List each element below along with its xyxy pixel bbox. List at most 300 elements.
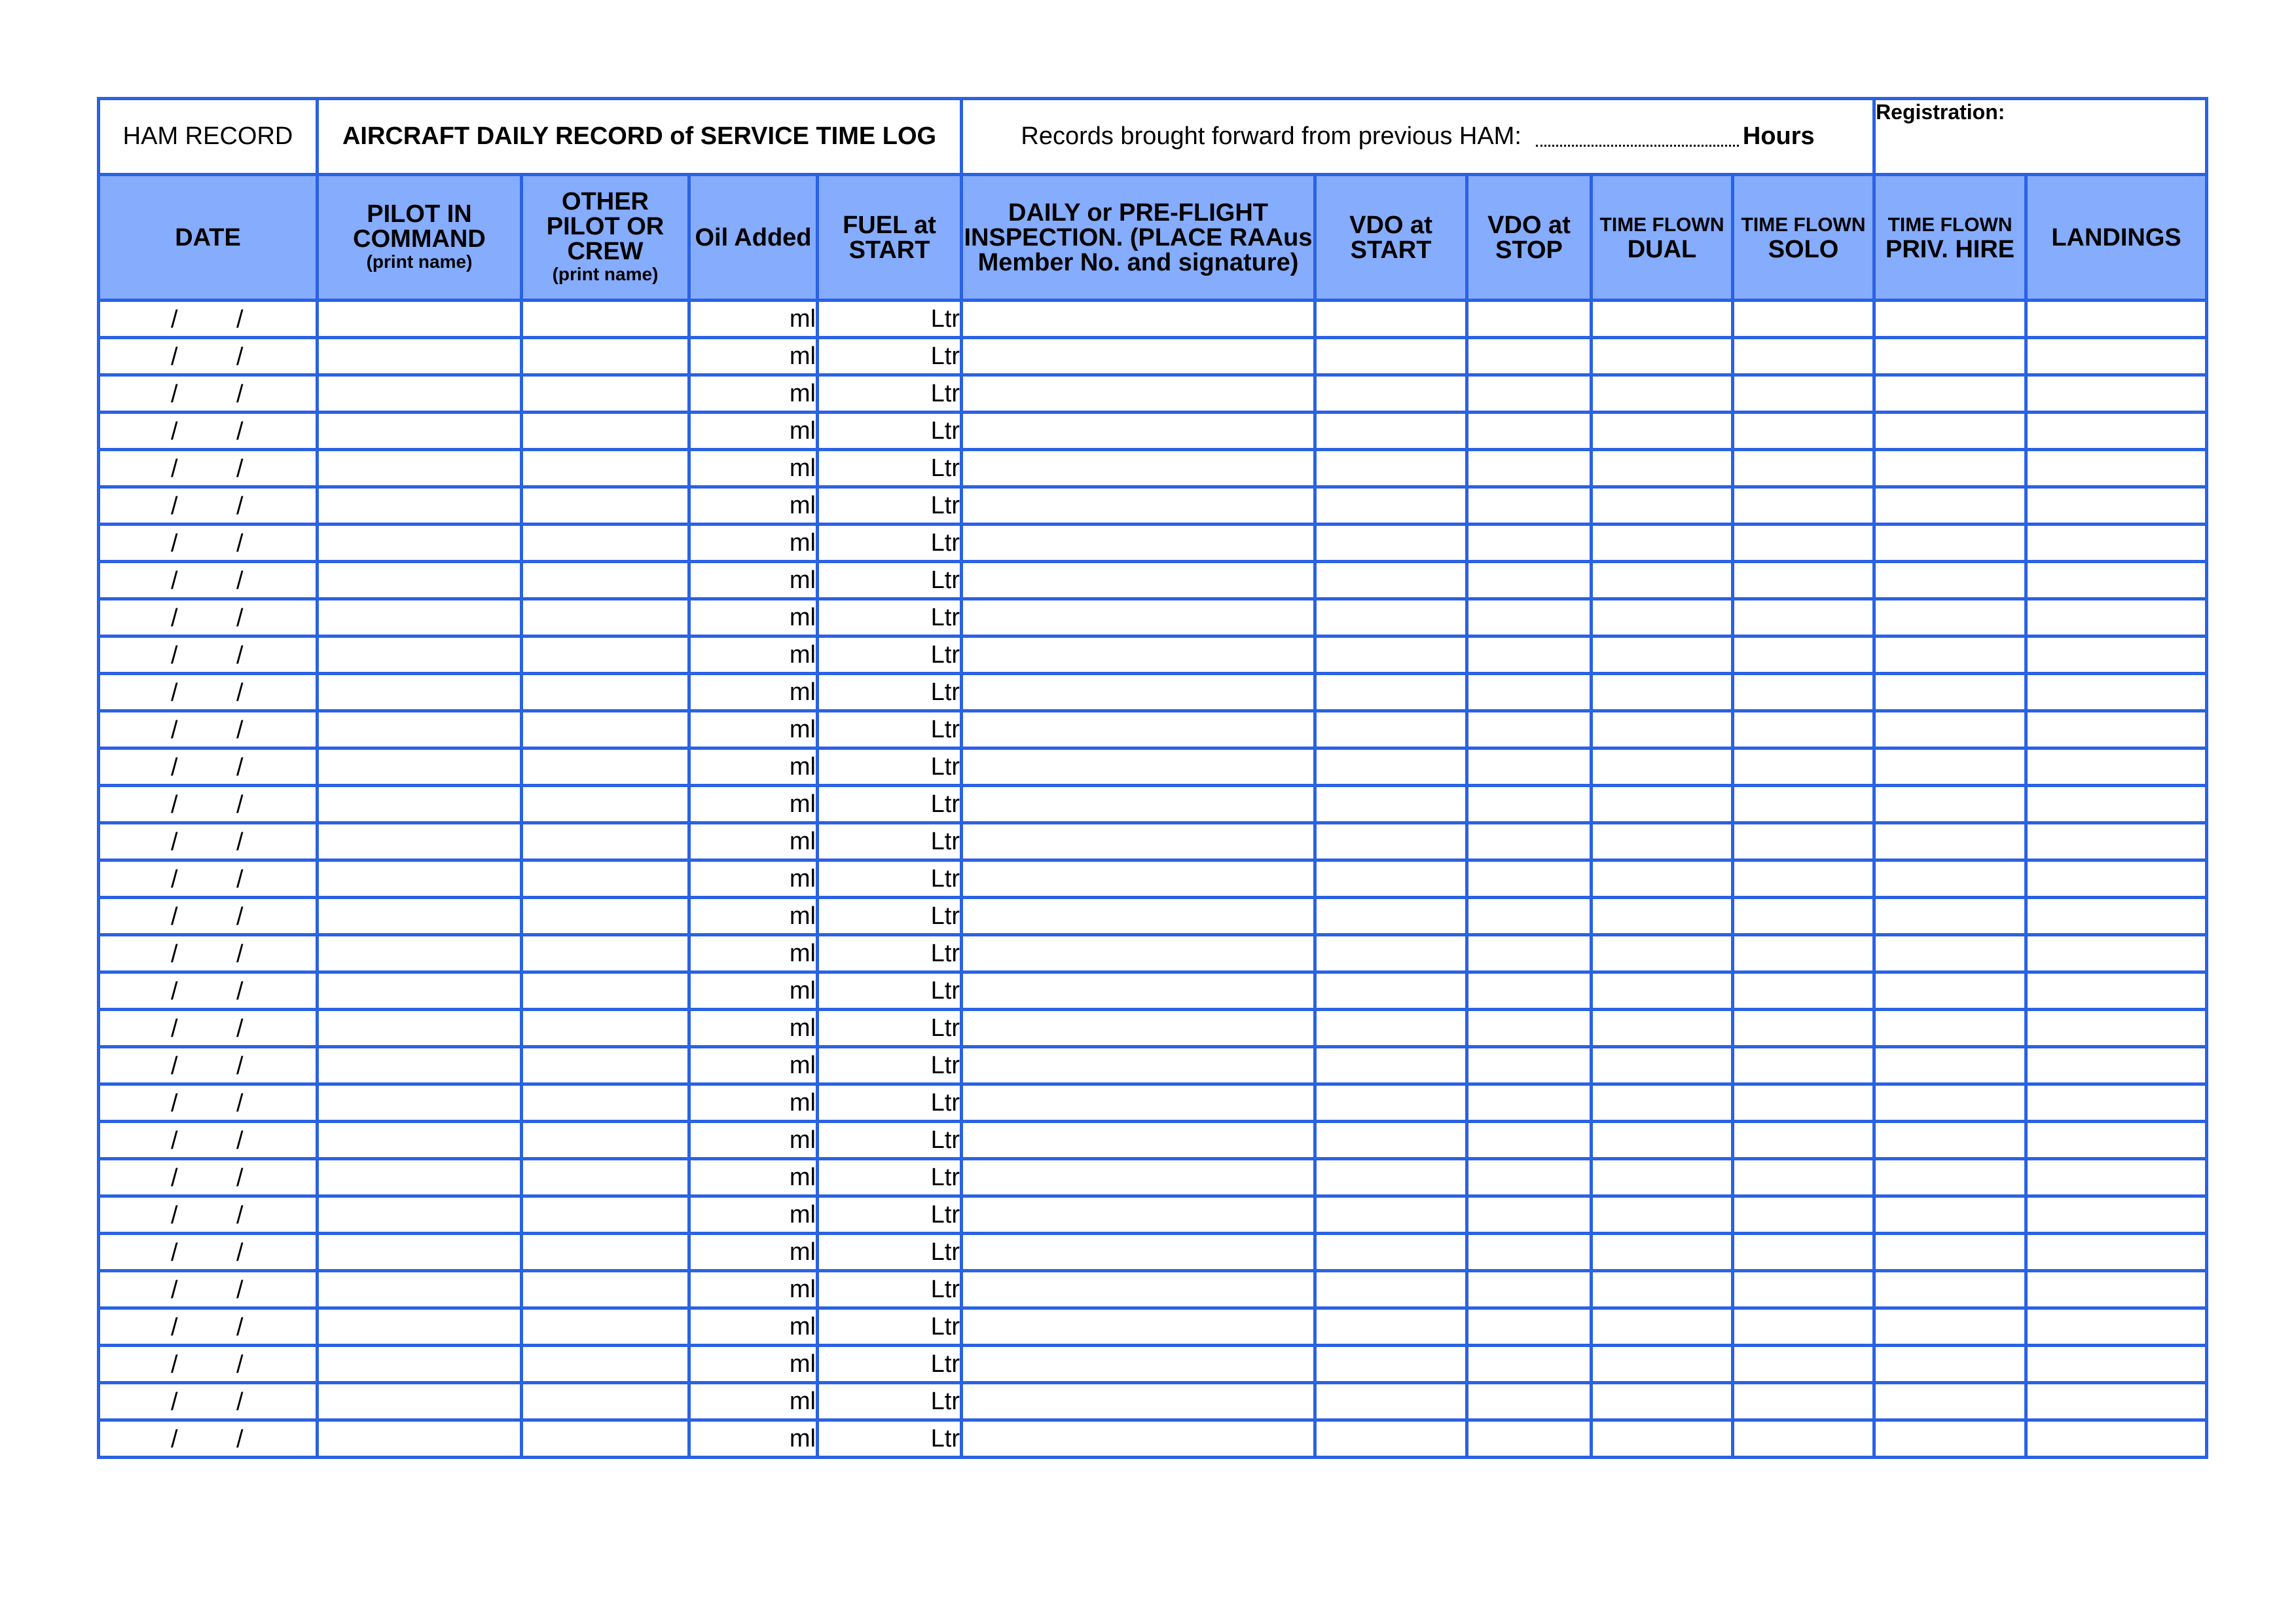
vdo-stop-field[interactable] — [1467, 637, 1592, 674]
fuel-field[interactable] — [818, 1346, 962, 1383]
time-hire-field[interactable] — [1874, 1084, 2026, 1122]
oil-field[interactable] — [689, 1383, 818, 1420]
fuel-field[interactable] — [818, 1196, 962, 1234]
fuel-field[interactable] — [818, 1271, 962, 1308]
vdo-start-field[interactable] — [1315, 450, 1467, 487]
inspection-field[interactable] — [962, 1271, 1315, 1308]
other-crew-field[interactable] — [522, 972, 689, 1010]
other-crew-field[interactable] — [522, 1383, 689, 1420]
inspection-field[interactable] — [962, 1196, 1315, 1234]
other-crew-field[interactable] — [522, 450, 689, 487]
other-crew-field[interactable] — [522, 935, 689, 972]
date-field[interactable] — [99, 487, 318, 525]
time-dual-field[interactable] — [1592, 525, 1733, 562]
date-field[interactable] — [99, 1159, 318, 1196]
vdo-stop-field[interactable] — [1467, 450, 1592, 487]
pilot-field[interactable] — [318, 1308, 522, 1346]
time-dual-field[interactable] — [1592, 1084, 1733, 1122]
oil-field[interactable] — [689, 637, 818, 674]
time-dual-field[interactable] — [1592, 898, 1733, 935]
time-solo-field[interactable] — [1733, 1420, 1874, 1458]
other-crew-field[interactable] — [522, 711, 689, 748]
inspection-field[interactable] — [962, 1084, 1315, 1122]
vdo-start-field[interactable] — [1315, 748, 1467, 786]
vdo-stop-field[interactable] — [1467, 748, 1592, 786]
inspection-field[interactable] — [962, 1159, 1315, 1196]
time-hire-field[interactable] — [1874, 1196, 2026, 1234]
vdo-stop-field[interactable] — [1467, 375, 1592, 413]
inspection-field[interactable] — [962, 301, 1315, 338]
inspection-field[interactable] — [962, 1122, 1315, 1159]
vdo-start-field[interactable] — [1315, 1420, 1467, 1458]
vdo-start-field[interactable] — [1315, 898, 1467, 935]
oil-field[interactable] — [689, 1420, 818, 1458]
inspection-field[interactable] — [962, 674, 1315, 711]
date-field[interactable] — [99, 748, 318, 786]
vdo-start-field[interactable] — [1315, 786, 1467, 823]
registration-field[interactable] — [1874, 99, 2207, 175]
other-crew-field[interactable] — [522, 487, 689, 525]
time-solo-field[interactable] — [1733, 1346, 1874, 1383]
time-hire-field[interactable] — [1874, 1122, 2026, 1159]
time-solo-field[interactable] — [1733, 1010, 1874, 1047]
inspection-field[interactable] — [962, 413, 1315, 450]
date-field[interactable] — [99, 1084, 318, 1122]
landings-field[interactable] — [2026, 1271, 2207, 1308]
vdo-stop-field[interactable] — [1467, 1122, 1592, 1159]
vdo-stop-field[interactable] — [1467, 1271, 1592, 1308]
date-field[interactable] — [99, 375, 318, 413]
time-hire-field[interactable] — [1874, 450, 2026, 487]
other-crew-field[interactable] — [522, 860, 689, 898]
time-hire-field[interactable] — [1874, 898, 2026, 935]
fuel-field[interactable] — [818, 898, 962, 935]
inspection-field[interactable] — [962, 599, 1315, 637]
vdo-start-field[interactable] — [1315, 1383, 1467, 1420]
oil-field[interactable] — [689, 1159, 818, 1196]
time-solo-field[interactable] — [1733, 898, 1874, 935]
vdo-stop-field[interactable] — [1467, 1383, 1592, 1420]
time-solo-field[interactable] — [1733, 301, 1874, 338]
inspection-field[interactable] — [962, 1234, 1315, 1271]
time-dual-field[interactable] — [1592, 1346, 1733, 1383]
time-hire-field[interactable] — [1874, 1308, 2026, 1346]
time-hire-field[interactable] — [1874, 562, 2026, 599]
date-field[interactable] — [99, 338, 318, 375]
inspection-field[interactable] — [962, 898, 1315, 935]
oil-field[interactable] — [689, 562, 818, 599]
other-crew-field[interactable] — [522, 599, 689, 637]
oil-field[interactable] — [689, 1122, 818, 1159]
time-solo-field[interactable] — [1733, 525, 1874, 562]
pilot-field[interactable] — [318, 1346, 522, 1383]
landings-field[interactable] — [2026, 1420, 2207, 1458]
time-solo-field[interactable] — [1733, 748, 1874, 786]
other-crew-field[interactable] — [522, 1122, 689, 1159]
time-dual-field[interactable] — [1592, 1234, 1733, 1271]
date-field[interactable] — [99, 1420, 318, 1458]
fuel-field[interactable] — [818, 1047, 962, 1084]
pilot-field[interactable] — [318, 1383, 522, 1420]
inspection-field[interactable] — [962, 338, 1315, 375]
fuel-field[interactable] — [818, 338, 962, 375]
time-dual-field[interactable] — [1592, 1047, 1733, 1084]
date-field[interactable] — [99, 1308, 318, 1346]
fuel-field[interactable] — [818, 599, 962, 637]
pilot-field[interactable] — [318, 786, 522, 823]
other-crew-field[interactable] — [522, 823, 689, 860]
fuel-field[interactable] — [818, 823, 962, 860]
time-dual-field[interactable] — [1592, 823, 1733, 860]
date-field[interactable] — [99, 525, 318, 562]
time-hire-field[interactable] — [1874, 1159, 2026, 1196]
vdo-start-field[interactable] — [1315, 338, 1467, 375]
inspection-field[interactable] — [962, 823, 1315, 860]
other-crew-field[interactable] — [522, 562, 689, 599]
pilot-field[interactable] — [318, 450, 522, 487]
pilot-field[interactable] — [318, 748, 522, 786]
time-solo-field[interactable] — [1733, 562, 1874, 599]
pilot-field[interactable] — [318, 972, 522, 1010]
time-dual-field[interactable] — [1592, 599, 1733, 637]
other-crew-field[interactable] — [522, 1420, 689, 1458]
landings-field[interactable] — [2026, 972, 2207, 1010]
time-dual-field[interactable] — [1592, 301, 1733, 338]
other-crew-field[interactable] — [522, 1346, 689, 1383]
fuel-field[interactable] — [818, 786, 962, 823]
time-solo-field[interactable] — [1733, 637, 1874, 674]
other-crew-field[interactable] — [522, 1047, 689, 1084]
time-hire-field[interactable] — [1874, 1047, 2026, 1084]
fuel-field[interactable] — [818, 637, 962, 674]
landings-field[interactable] — [2026, 338, 2207, 375]
vdo-start-field[interactable] — [1315, 1010, 1467, 1047]
oil-field[interactable] — [689, 1196, 818, 1234]
pilot-field[interactable] — [318, 637, 522, 674]
vdo-start-field[interactable] — [1315, 1159, 1467, 1196]
pilot-field[interactable] — [318, 487, 522, 525]
other-crew-field[interactable] — [522, 301, 689, 338]
time-dual-field[interactable] — [1592, 413, 1733, 450]
time-dual-field[interactable] — [1592, 786, 1733, 823]
landings-field[interactable] — [2026, 1346, 2207, 1383]
inspection-field[interactable] — [962, 375, 1315, 413]
vdo-start-field[interactable] — [1315, 1047, 1467, 1084]
time-hire-field[interactable] — [1874, 748, 2026, 786]
vdo-start-field[interactable] — [1315, 413, 1467, 450]
vdo-start-field[interactable] — [1315, 674, 1467, 711]
oil-field[interactable] — [689, 375, 818, 413]
landings-field[interactable] — [2026, 1122, 2207, 1159]
landings-field[interactable] — [2026, 1234, 2207, 1271]
inspection-field[interactable] — [962, 786, 1315, 823]
time-solo-field[interactable] — [1733, 786, 1874, 823]
other-crew-field[interactable] — [522, 525, 689, 562]
vdo-start-field[interactable] — [1315, 599, 1467, 637]
time-dual-field[interactable] — [1592, 972, 1733, 1010]
time-solo-field[interactable] — [1733, 711, 1874, 748]
landings-field[interactable] — [2026, 525, 2207, 562]
time-solo-field[interactable] — [1733, 1308, 1874, 1346]
time-hire-field[interactable] — [1874, 786, 2026, 823]
vdo-stop-field[interactable] — [1467, 1308, 1592, 1346]
time-hire-field[interactable] — [1874, 637, 2026, 674]
time-dual-field[interactable] — [1592, 748, 1733, 786]
time-dual-field[interactable] — [1592, 562, 1733, 599]
pilot-field[interactable] — [318, 413, 522, 450]
vdo-stop-field[interactable] — [1467, 1159, 1592, 1196]
pilot-field[interactable] — [318, 301, 522, 338]
landings-field[interactable] — [2026, 748, 2207, 786]
vdo-start-field[interactable] — [1315, 525, 1467, 562]
time-solo-field[interactable] — [1733, 1383, 1874, 1420]
pilot-field[interactable] — [318, 898, 522, 935]
inspection-field[interactable] — [962, 525, 1315, 562]
vdo-start-field[interactable] — [1315, 711, 1467, 748]
vdo-stop-field[interactable] — [1467, 525, 1592, 562]
inspection-field[interactable] — [962, 935, 1315, 972]
vdo-stop-field[interactable] — [1467, 338, 1592, 375]
pilot-field[interactable] — [318, 375, 522, 413]
time-hire-field[interactable] — [1874, 1346, 2026, 1383]
time-solo-field[interactable] — [1733, 450, 1874, 487]
time-dual-field[interactable] — [1592, 375, 1733, 413]
time-solo-field[interactable] — [1733, 599, 1874, 637]
pilot-field[interactable] — [318, 525, 522, 562]
date-field[interactable] — [99, 301, 318, 338]
date-field[interactable] — [99, 1271, 318, 1308]
oil-field[interactable] — [689, 823, 818, 860]
vdo-start-field[interactable] — [1315, 860, 1467, 898]
fuel-field[interactable] — [818, 1010, 962, 1047]
date-field[interactable] — [99, 711, 318, 748]
oil-field[interactable] — [689, 674, 818, 711]
pilot-field[interactable] — [318, 935, 522, 972]
landings-field[interactable] — [2026, 450, 2207, 487]
time-hire-field[interactable] — [1874, 487, 2026, 525]
fuel-field[interactable] — [818, 450, 962, 487]
date-field[interactable] — [99, 1346, 318, 1383]
vdo-stop-field[interactable] — [1467, 898, 1592, 935]
oil-field[interactable] — [689, 1010, 818, 1047]
landings-field[interactable] — [2026, 711, 2207, 748]
landings-field[interactable] — [2026, 823, 2207, 860]
vdo-start-field[interactable] — [1315, 972, 1467, 1010]
vdo-stop-field[interactable] — [1467, 786, 1592, 823]
oil-field[interactable] — [689, 1047, 818, 1084]
pilot-field[interactable] — [318, 1196, 522, 1234]
pilot-field[interactable] — [318, 1159, 522, 1196]
time-hire-field[interactable] — [1874, 375, 2026, 413]
date-field[interactable] — [99, 1010, 318, 1047]
fuel-field[interactable] — [818, 301, 962, 338]
date-field[interactable] — [99, 823, 318, 860]
vdo-stop-field[interactable] — [1467, 487, 1592, 525]
landings-field[interactable] — [2026, 375, 2207, 413]
time-hire-field[interactable] — [1874, 823, 2026, 860]
time-hire-field[interactable] — [1874, 301, 2026, 338]
vdo-start-field[interactable] — [1315, 1271, 1467, 1308]
date-field[interactable] — [99, 413, 318, 450]
time-hire-field[interactable] — [1874, 338, 2026, 375]
landings-field[interactable] — [2026, 562, 2207, 599]
time-dual-field[interactable] — [1592, 711, 1733, 748]
pilot-field[interactable] — [318, 860, 522, 898]
pilot-field[interactable] — [318, 1271, 522, 1308]
vdo-start-field[interactable] — [1315, 487, 1467, 525]
landings-field[interactable] — [2026, 1084, 2207, 1122]
date-field[interactable] — [99, 898, 318, 935]
vdo-start-field[interactable] — [1315, 637, 1467, 674]
time-dual-field[interactable] — [1592, 935, 1733, 972]
vdo-stop-field[interactable] — [1467, 1010, 1592, 1047]
hours-entry-line[interactable] — [1536, 145, 1739, 147]
inspection-field[interactable] — [962, 860, 1315, 898]
time-hire-field[interactable] — [1874, 972, 2026, 1010]
landings-field[interactable] — [2026, 599, 2207, 637]
vdo-start-field[interactable] — [1315, 1122, 1467, 1159]
date-field[interactable] — [99, 450, 318, 487]
date-field[interactable] — [99, 1122, 318, 1159]
pilot-field[interactable] — [318, 1010, 522, 1047]
date-field[interactable] — [99, 562, 318, 599]
vdo-stop-field[interactable] — [1467, 823, 1592, 860]
landings-field[interactable] — [2026, 786, 2207, 823]
oil-field[interactable] — [689, 972, 818, 1010]
fuel-field[interactable] — [818, 935, 962, 972]
vdo-stop-field[interactable] — [1467, 1234, 1592, 1271]
oil-field[interactable] — [689, 599, 818, 637]
date-field[interactable] — [99, 1234, 318, 1271]
vdo-stop-field[interactable] — [1467, 1196, 1592, 1234]
other-crew-field[interactable] — [522, 1308, 689, 1346]
oil-field[interactable] — [689, 786, 818, 823]
time-solo-field[interactable] — [1733, 1122, 1874, 1159]
vdo-start-field[interactable] — [1315, 1196, 1467, 1234]
time-hire-field[interactable] — [1874, 935, 2026, 972]
landings-field[interactable] — [2026, 637, 2207, 674]
time-dual-field[interactable] — [1592, 860, 1733, 898]
date-field[interactable] — [99, 637, 318, 674]
time-solo-field[interactable] — [1733, 1196, 1874, 1234]
pilot-field[interactable] — [318, 1084, 522, 1122]
landings-field[interactable] — [2026, 487, 2207, 525]
oil-field[interactable] — [689, 1271, 818, 1308]
oil-field[interactable] — [689, 935, 818, 972]
time-solo-field[interactable] — [1733, 338, 1874, 375]
vdo-start-field[interactable] — [1315, 1084, 1467, 1122]
oil-field[interactable] — [689, 1234, 818, 1271]
time-dual-field[interactable] — [1592, 1159, 1733, 1196]
fuel-field[interactable] — [818, 1084, 962, 1122]
other-crew-field[interactable] — [522, 413, 689, 450]
fuel-field[interactable] — [818, 1383, 962, 1420]
pilot-field[interactable] — [318, 1420, 522, 1458]
fuel-field[interactable] — [818, 1420, 962, 1458]
oil-field[interactable] — [689, 413, 818, 450]
vdo-stop-field[interactable] — [1467, 972, 1592, 1010]
time-solo-field[interactable] — [1733, 935, 1874, 972]
time-solo-field[interactable] — [1733, 1084, 1874, 1122]
landings-field[interactable] — [2026, 1159, 2207, 1196]
oil-field[interactable] — [689, 1346, 818, 1383]
time-dual-field[interactable] — [1592, 1010, 1733, 1047]
inspection-field[interactable] — [962, 1346, 1315, 1383]
pilot-field[interactable] — [318, 711, 522, 748]
vdo-start-field[interactable] — [1315, 562, 1467, 599]
fuel-field[interactable] — [818, 413, 962, 450]
landings-field[interactable] — [2026, 898, 2207, 935]
pilot-field[interactable] — [318, 599, 522, 637]
oil-field[interactable] — [689, 525, 818, 562]
time-dual-field[interactable] — [1592, 637, 1733, 674]
pilot-field[interactable] — [318, 1122, 522, 1159]
vdo-stop-field[interactable] — [1467, 1346, 1592, 1383]
other-crew-field[interactable] — [522, 786, 689, 823]
date-field[interactable] — [99, 860, 318, 898]
pilot-field[interactable] — [318, 1234, 522, 1271]
time-hire-field[interactable] — [1874, 525, 2026, 562]
oil-field[interactable] — [689, 1084, 818, 1122]
inspection-field[interactable] — [962, 1047, 1315, 1084]
vdo-start-field[interactable] — [1315, 935, 1467, 972]
oil-field[interactable] — [689, 748, 818, 786]
fuel-field[interactable] — [818, 972, 962, 1010]
time-solo-field[interactable] — [1733, 674, 1874, 711]
fuel-field[interactable] — [818, 1308, 962, 1346]
time-solo-field[interactable] — [1733, 1271, 1874, 1308]
time-dual-field[interactable] — [1592, 487, 1733, 525]
inspection-field[interactable] — [962, 1010, 1315, 1047]
landings-field[interactable] — [2026, 301, 2207, 338]
time-dual-field[interactable] — [1592, 1271, 1733, 1308]
time-hire-field[interactable] — [1874, 413, 2026, 450]
vdo-stop-field[interactable] — [1467, 1420, 1592, 1458]
vdo-stop-field[interactable] — [1467, 562, 1592, 599]
landings-field[interactable] — [2026, 935, 2207, 972]
inspection-field[interactable] — [962, 972, 1315, 1010]
vdo-stop-field[interactable] — [1467, 674, 1592, 711]
fuel-field[interactable] — [818, 748, 962, 786]
oil-field[interactable] — [689, 338, 818, 375]
fuel-field[interactable] — [818, 1234, 962, 1271]
landings-field[interactable] — [2026, 1196, 2207, 1234]
time-hire-field[interactable] — [1874, 1383, 2026, 1420]
time-dual-field[interactable] — [1592, 1196, 1733, 1234]
landings-field[interactable] — [2026, 1383, 2207, 1420]
vdo-stop-field[interactable] — [1467, 413, 1592, 450]
landings-field[interactable] — [2026, 1308, 2207, 1346]
time-solo-field[interactable] — [1733, 1159, 1874, 1196]
time-hire-field[interactable] — [1874, 1420, 2026, 1458]
date-field[interactable] — [99, 1196, 318, 1234]
time-dual-field[interactable] — [1592, 1383, 1733, 1420]
vdo-stop-field[interactable] — [1467, 935, 1592, 972]
time-solo-field[interactable] — [1733, 860, 1874, 898]
other-crew-field[interactable] — [522, 748, 689, 786]
time-solo-field[interactable] — [1733, 1047, 1874, 1084]
time-hire-field[interactable] — [1874, 1010, 2026, 1047]
fuel-field[interactable] — [818, 525, 962, 562]
inspection-field[interactable] — [962, 1308, 1315, 1346]
other-crew-field[interactable] — [522, 1196, 689, 1234]
landings-field[interactable] — [2026, 860, 2207, 898]
landings-field[interactable] — [2026, 1047, 2207, 1084]
inspection-field[interactable] — [962, 1383, 1315, 1420]
time-solo-field[interactable] — [1733, 413, 1874, 450]
vdo-stop-field[interactable] — [1467, 1047, 1592, 1084]
inspection-field[interactable] — [962, 637, 1315, 674]
